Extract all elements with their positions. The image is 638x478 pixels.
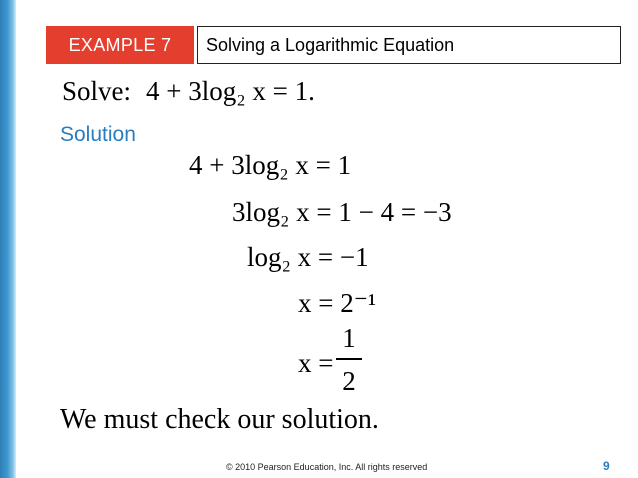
check-statement: We must check our solution. xyxy=(60,404,379,435)
example-title: Solving a Logarithmic Equation xyxy=(197,26,621,64)
copyright-footer: © 2010 Pearson Education, Inc. All rights reserved xyxy=(226,462,428,472)
solution-step-3: log₂ x = −1 xyxy=(247,242,369,272)
final-lhs: x = xyxy=(298,348,334,378)
solution-step-1: 4 + 3log₂ x = 1 xyxy=(189,150,352,180)
problem-equation: 4 + 3log₂ x = 1. xyxy=(146,76,315,106)
left-accent-bar xyxy=(0,0,16,478)
solution-label: Solution xyxy=(60,123,136,146)
example-label: EXAMPLE 7 xyxy=(46,26,194,64)
problem-prefix: Solve: xyxy=(62,76,132,106)
solution-step-2: 3log₂ x = 1 − 4 = −3 xyxy=(232,197,452,227)
problem-statement xyxy=(62,76,315,107)
fraction-numerator: 1 xyxy=(342,323,356,353)
page-number: 9 xyxy=(603,459,610,473)
solution-step-4: x = 2⁻¹ xyxy=(298,288,377,318)
fraction-denominator: 2 xyxy=(342,366,356,396)
fraction-bar xyxy=(336,358,362,360)
